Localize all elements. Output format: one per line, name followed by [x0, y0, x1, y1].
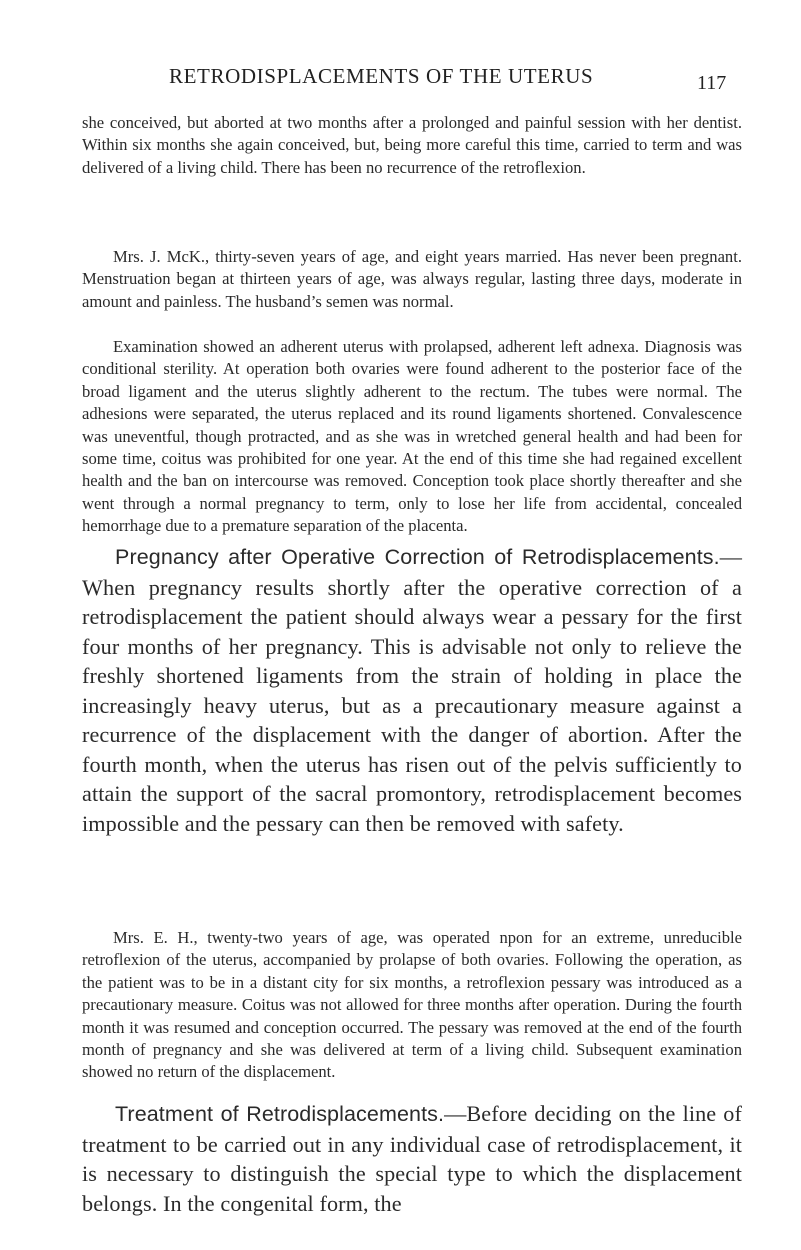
section-pregnancy-after-correction	[82, 542, 742, 838]
paragraph-continuation: she conceived, but aborted at two months after a prolonged and painful session with her dentist. Within six months she again conceived, but, being more careful this time, carried to term and was delivered of a living child. There has been no recurrence of the retroflexion.	[82, 113, 742, 177]
paragraph-case-mrs-e-h: Mrs. E. H., twenty-two years of age, was operated npon for an extreme, unreducible retroflexion of the uterus, accompanied by prolapse of both ovaries. Following the operation, as the patient was to be in a distant city for six months, a retroflexion pessary was introduced as a precautionary measure. Coitus was not allowed for three months after operation. During the fourth month it was resumed and conception occurred. The pessary was removed at the end of the fourth month of pregnancy and she was delivered at term of a living child. Subsequent examination showed no return of the displacement.	[82, 928, 742, 1082]
paragraph-case-mrs-j-mck: Mrs. J. McK., thirty-seven years of age, and eight years married. Has never been pregnant. Menstruation began at thirteen years of age, was always regular, lasting three days, moderate in amount and painless. The husband’s semen was normal.	[82, 247, 742, 311]
section-heading-pregnancy: Pregnancy after Operative Correction of Retrodisplacements.	[115, 545, 720, 569]
page-number: 117	[697, 72, 727, 94]
section-heading-treatment: Treatment of Retrodisplacements.	[115, 1102, 445, 1126]
section-treatment	[82, 1099, 742, 1218]
section-text-pregnancy: —When pregnancy results shortly after the operative correction of a retrodisplacement the patient should always wear a pessary for the first four months of her pregnancy. This is advisable not only to relieve the freshly shortened ligaments from the strain of holding in place the increasingly heavy uterus, but as a precautionary measure against a recurrence of the displacement with the danger of abortion. After the fourth month, when the uterus has risen out of the pelvis sufficiently to attain the support of the sacral promontory, retrodisplacement becomes impossible and the pessary can then be removed with safety.	[82, 544, 742, 836]
running-head-title: RETRODISPLACEMENTS OF THE UTERUS	[169, 64, 594, 88]
section-text-treatment: —Before deciding on the line of treatment to be carried out in any individual case of retrodisplacement, it is necessary to distinguish the special type to which the displacement belongs. In the congenital form, the	[82, 1101, 742, 1216]
paragraph-examination: Examination showed an adherent uterus with prolapsed, adherent left adnexa. Diagnosis was conditional sterility. At operation both ovaries were found adherent to the posterior face of the broad ligament and the uterus slightly adherent to the rectum. The tubes were normal. The adhesions were separated, the uterus replaced and its round ligaments shortened. Convalescence was uneventful, though protracted, and as she was in wretched general health and had been for some time, coitus was prohibited for one year. At the end of this time she had regained excellent health and the ban on intercourse was removed. Conception took place shortly thereafter and she went through a normal pregnancy to term, only to lose her life from accidental, concealed hemorrhage due to a premature separation of the placenta.	[82, 337, 742, 536]
